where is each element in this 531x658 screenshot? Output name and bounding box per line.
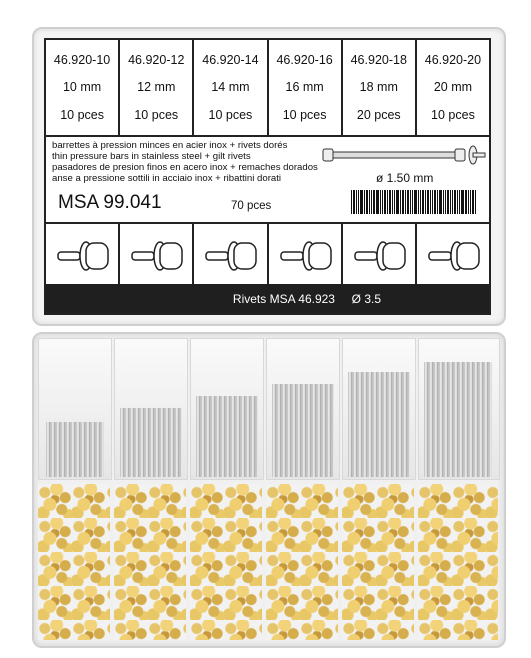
spring-bars [120,408,182,477]
rivet-icon-row [46,222,489,288]
gilt-rivets [38,484,110,640]
description-text [52,140,352,184]
product-label [44,38,491,315]
rivet-cell [46,224,120,288]
size-cell [343,40,417,135]
size-code: 46.920-18 [350,52,407,67]
size-code: 46.920-16 [276,52,333,67]
total-pieces: 70 pces [231,200,272,212]
size-grid [46,40,489,137]
rivet-icon [423,239,483,273]
description-line: anse a pressione sottili in acciaio inox + ribattini dorati [52,173,282,184]
size-code: 46.920-12 [128,52,185,67]
size-cell [269,40,343,135]
rivet-icon [349,239,409,273]
gilt-rivets [266,484,338,640]
size-code: 46.920-10 [53,52,111,67]
rivets-label: Rivets MSA 46.923 Ø 3.5 [232,291,381,306]
description-line: barrettes à pression minces en acier inox + rivets dorés [52,140,288,151]
size-qty: 10 pces [431,108,475,123]
size-qty: 10 pces [60,108,104,123]
spring-bars [424,362,492,477]
size-qty: 10 pces [134,108,179,123]
spring-bars [348,372,410,477]
size-length: 20 mm [433,80,473,95]
gilt-rivets [418,484,498,640]
spring-bars [196,396,258,477]
size-code: 46.920-20 [424,52,482,67]
spring-bar-diagram-icon [321,140,486,170]
size-length: 18 mm [359,80,398,95]
rivet-icon [275,239,335,273]
product-code: MSA 99.041 [58,192,162,213]
rivet-icon [200,239,260,273]
rivets-footer [46,284,489,313]
size-cell [46,40,120,135]
barcode-icon [351,190,486,214]
gilt-rivets [190,484,262,640]
rivet-cell [417,224,489,288]
description-line: thin pressure bars in stainless steel + gilt rivets [52,151,251,162]
rivet-cell [120,224,194,288]
size-qty: 10 pces [282,108,327,123]
description-line: pasadores de presion finos en acero inox + remaches dorados [52,162,318,173]
spring-bars [46,422,104,477]
size-length: 14 mm [211,80,250,95]
size-length: 16 mm [285,80,324,95]
rivet-cell [343,224,417,288]
size-length: 10 mm [62,80,102,95]
size-qty: 20 pces [356,108,401,123]
rivet-icon [126,239,186,273]
rivet-cell [269,224,343,288]
rivet-icon [52,239,112,273]
gilt-rivets [114,484,186,640]
size-length: 12 mm [137,80,176,95]
spring-bars [272,384,334,477]
size-cell [120,40,194,135]
size-code: 46.920-14 [202,52,259,67]
gilt-rivets [342,484,414,640]
size-cell [194,40,268,135]
size-cell [417,40,489,135]
diameter-label: ø 1.50 mm [376,171,434,185]
assortment-box [32,332,506,648]
rivet-cell [194,224,268,288]
size-qty: 10 pces [208,108,253,123]
